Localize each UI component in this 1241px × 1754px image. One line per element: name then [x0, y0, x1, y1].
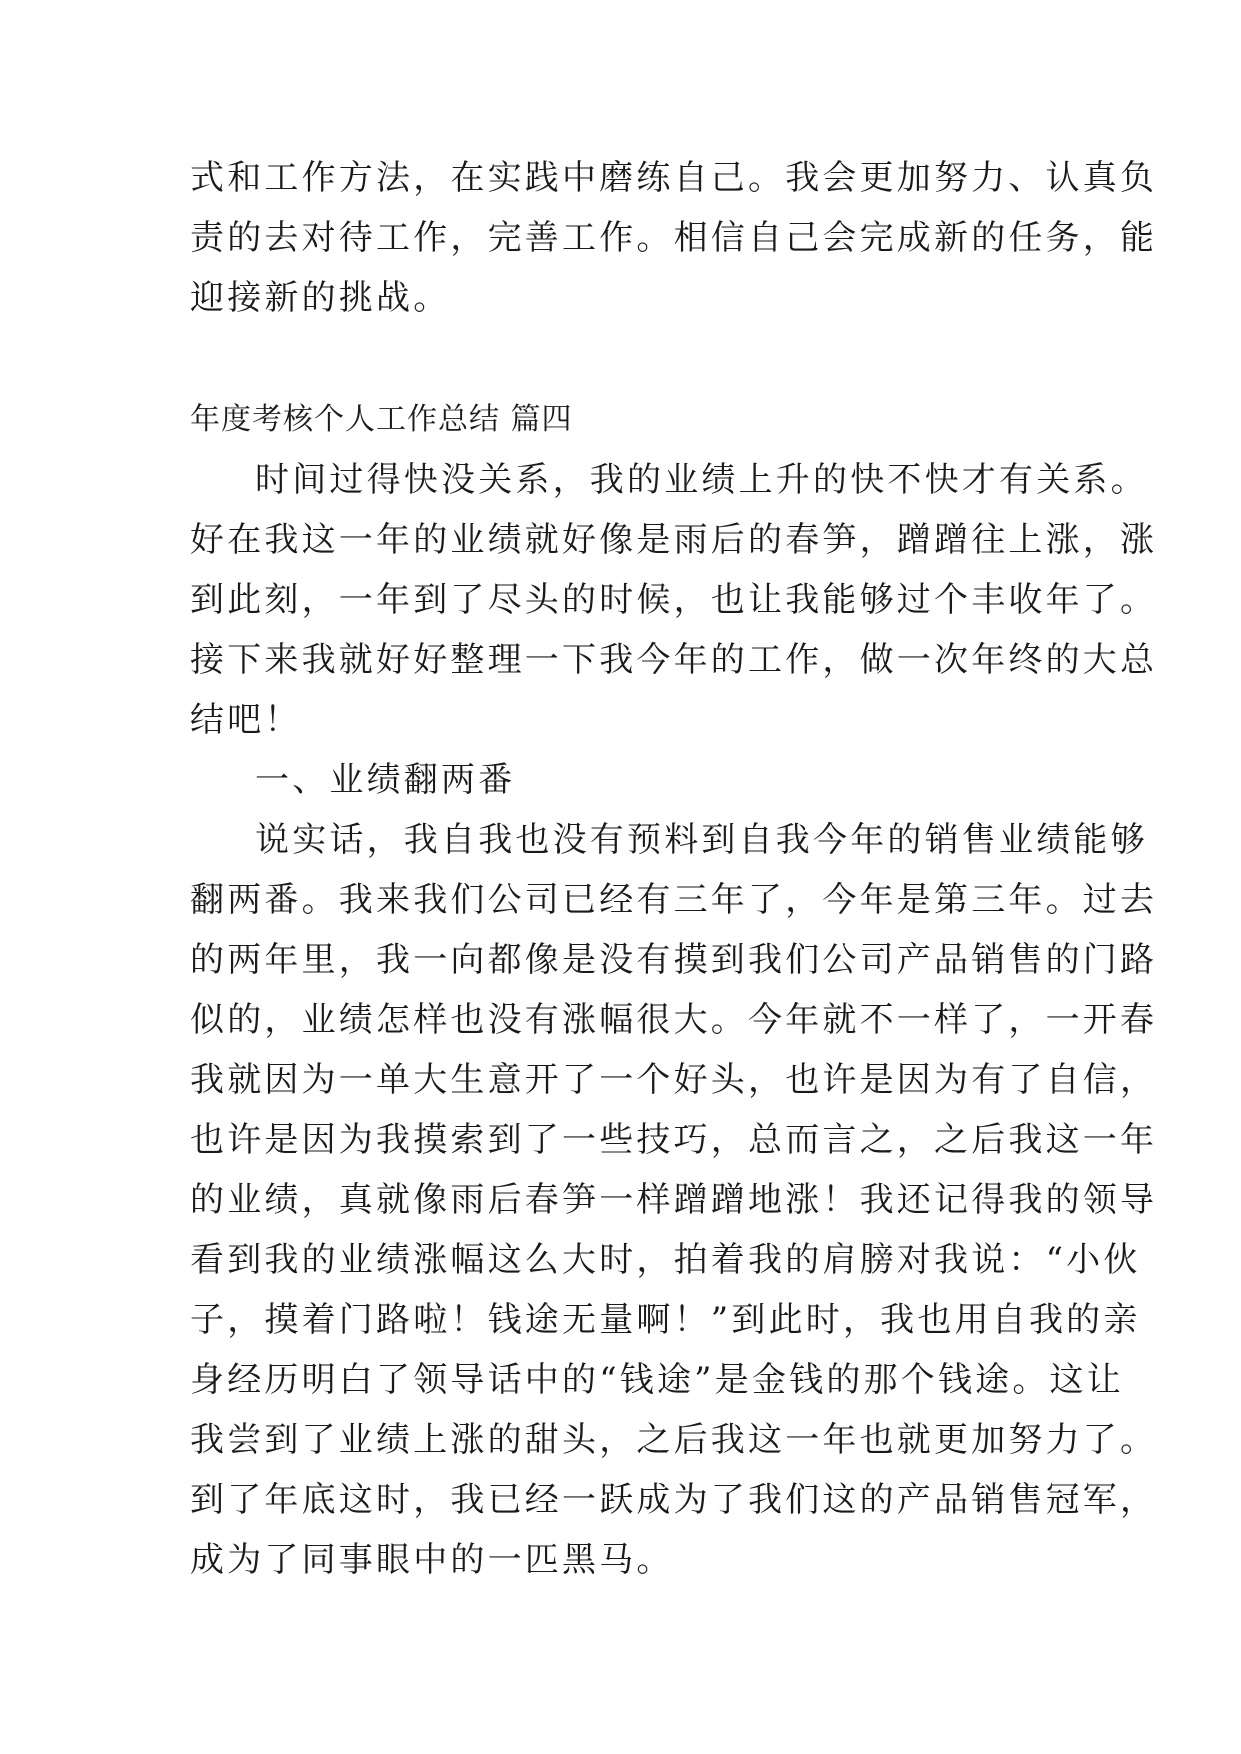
document-page [190, 148, 1158, 1590]
paragraph2-line: 的业绩，真就像雨后春笋一样蹭蹭地涨！我还记得我的领导 [190, 1180, 1158, 1220]
paragraph1-line: 到此刻，一年到了尽头的时候，也让我能够过个丰收年了。 [190, 580, 1158, 620]
paragraph2-line: 到了年底这时，我已经一跃成为了我们这的产品销售冠军， [190, 1480, 1158, 1520]
subheading: 一、业绩翻两番 [255, 760, 516, 800]
section-heading: 年度考核个人工作总结 篇四 [190, 402, 573, 437]
paragraph2-line: 也许是因为我摸索到了一些技巧，总而言之，之后我这一年 [190, 1120, 1158, 1160]
paragraph1-line: 结吧！ [190, 700, 302, 740]
paragraph1-line: 好在我这一年的业绩就好像是雨后的春笋，蹭蹭往上涨，涨 [190, 520, 1158, 560]
intro-line: 迎接新的挑战。 [190, 278, 451, 318]
section-gap [190, 328, 1060, 390]
paragraph2-line: 的两年里，我一向都像是没有摸到我们公司产品销售的门路 [190, 940, 1158, 980]
paragraph2-line: 我尝到了业绩上涨的甜头，之后我这一年也就更加努力了。 [190, 1420, 1158, 1460]
paragraph2-line: 似的，业绩怎样也没有涨幅很大。今年就不一样了，一开春 [190, 1000, 1158, 1040]
paragraph2-line: 看到我的业绩涨幅这么大时，拍着我的肩膀对我说：“小伙 [190, 1240, 1141, 1280]
intro-line: 责的去对待工作，完善工作。相信自己会完成新的任务，能 [190, 218, 1158, 258]
paragraph1-line: 接下来我就好好整理一下我今年的工作，做一次年终的大总 [190, 640, 1158, 680]
intro-line: 式和工作方法，在实践中磨练自己。我会更加努力、认真负 [190, 158, 1158, 198]
paragraph2-line: 身经历明白了领导话中的“钱途”是金钱的那个钱途。这让 [190, 1360, 1124, 1400]
paragraph1-line: 时间过得快没关系，我的业绩上升的快不快才有关系。 [255, 460, 1148, 500]
paragraph2-line: 成为了同事眼中的一匹黑马。 [190, 1540, 674, 1580]
paragraph2-line: 子，摸着门路啦！钱途无量啊！”到此时，我也用自我的亲 [190, 1300, 1141, 1340]
paragraph2-line: 我就因为一单大生意开了一个好头，也许是因为有了自信， [190, 1060, 1158, 1100]
paragraph2-line: 说实话，我自我也没有预料到自我今年的销售业绩能够 [255, 820, 1148, 860]
paragraph2-line: 翻两番。我来我们公司已经有三年了，今年是第三年。过去 [190, 880, 1158, 920]
